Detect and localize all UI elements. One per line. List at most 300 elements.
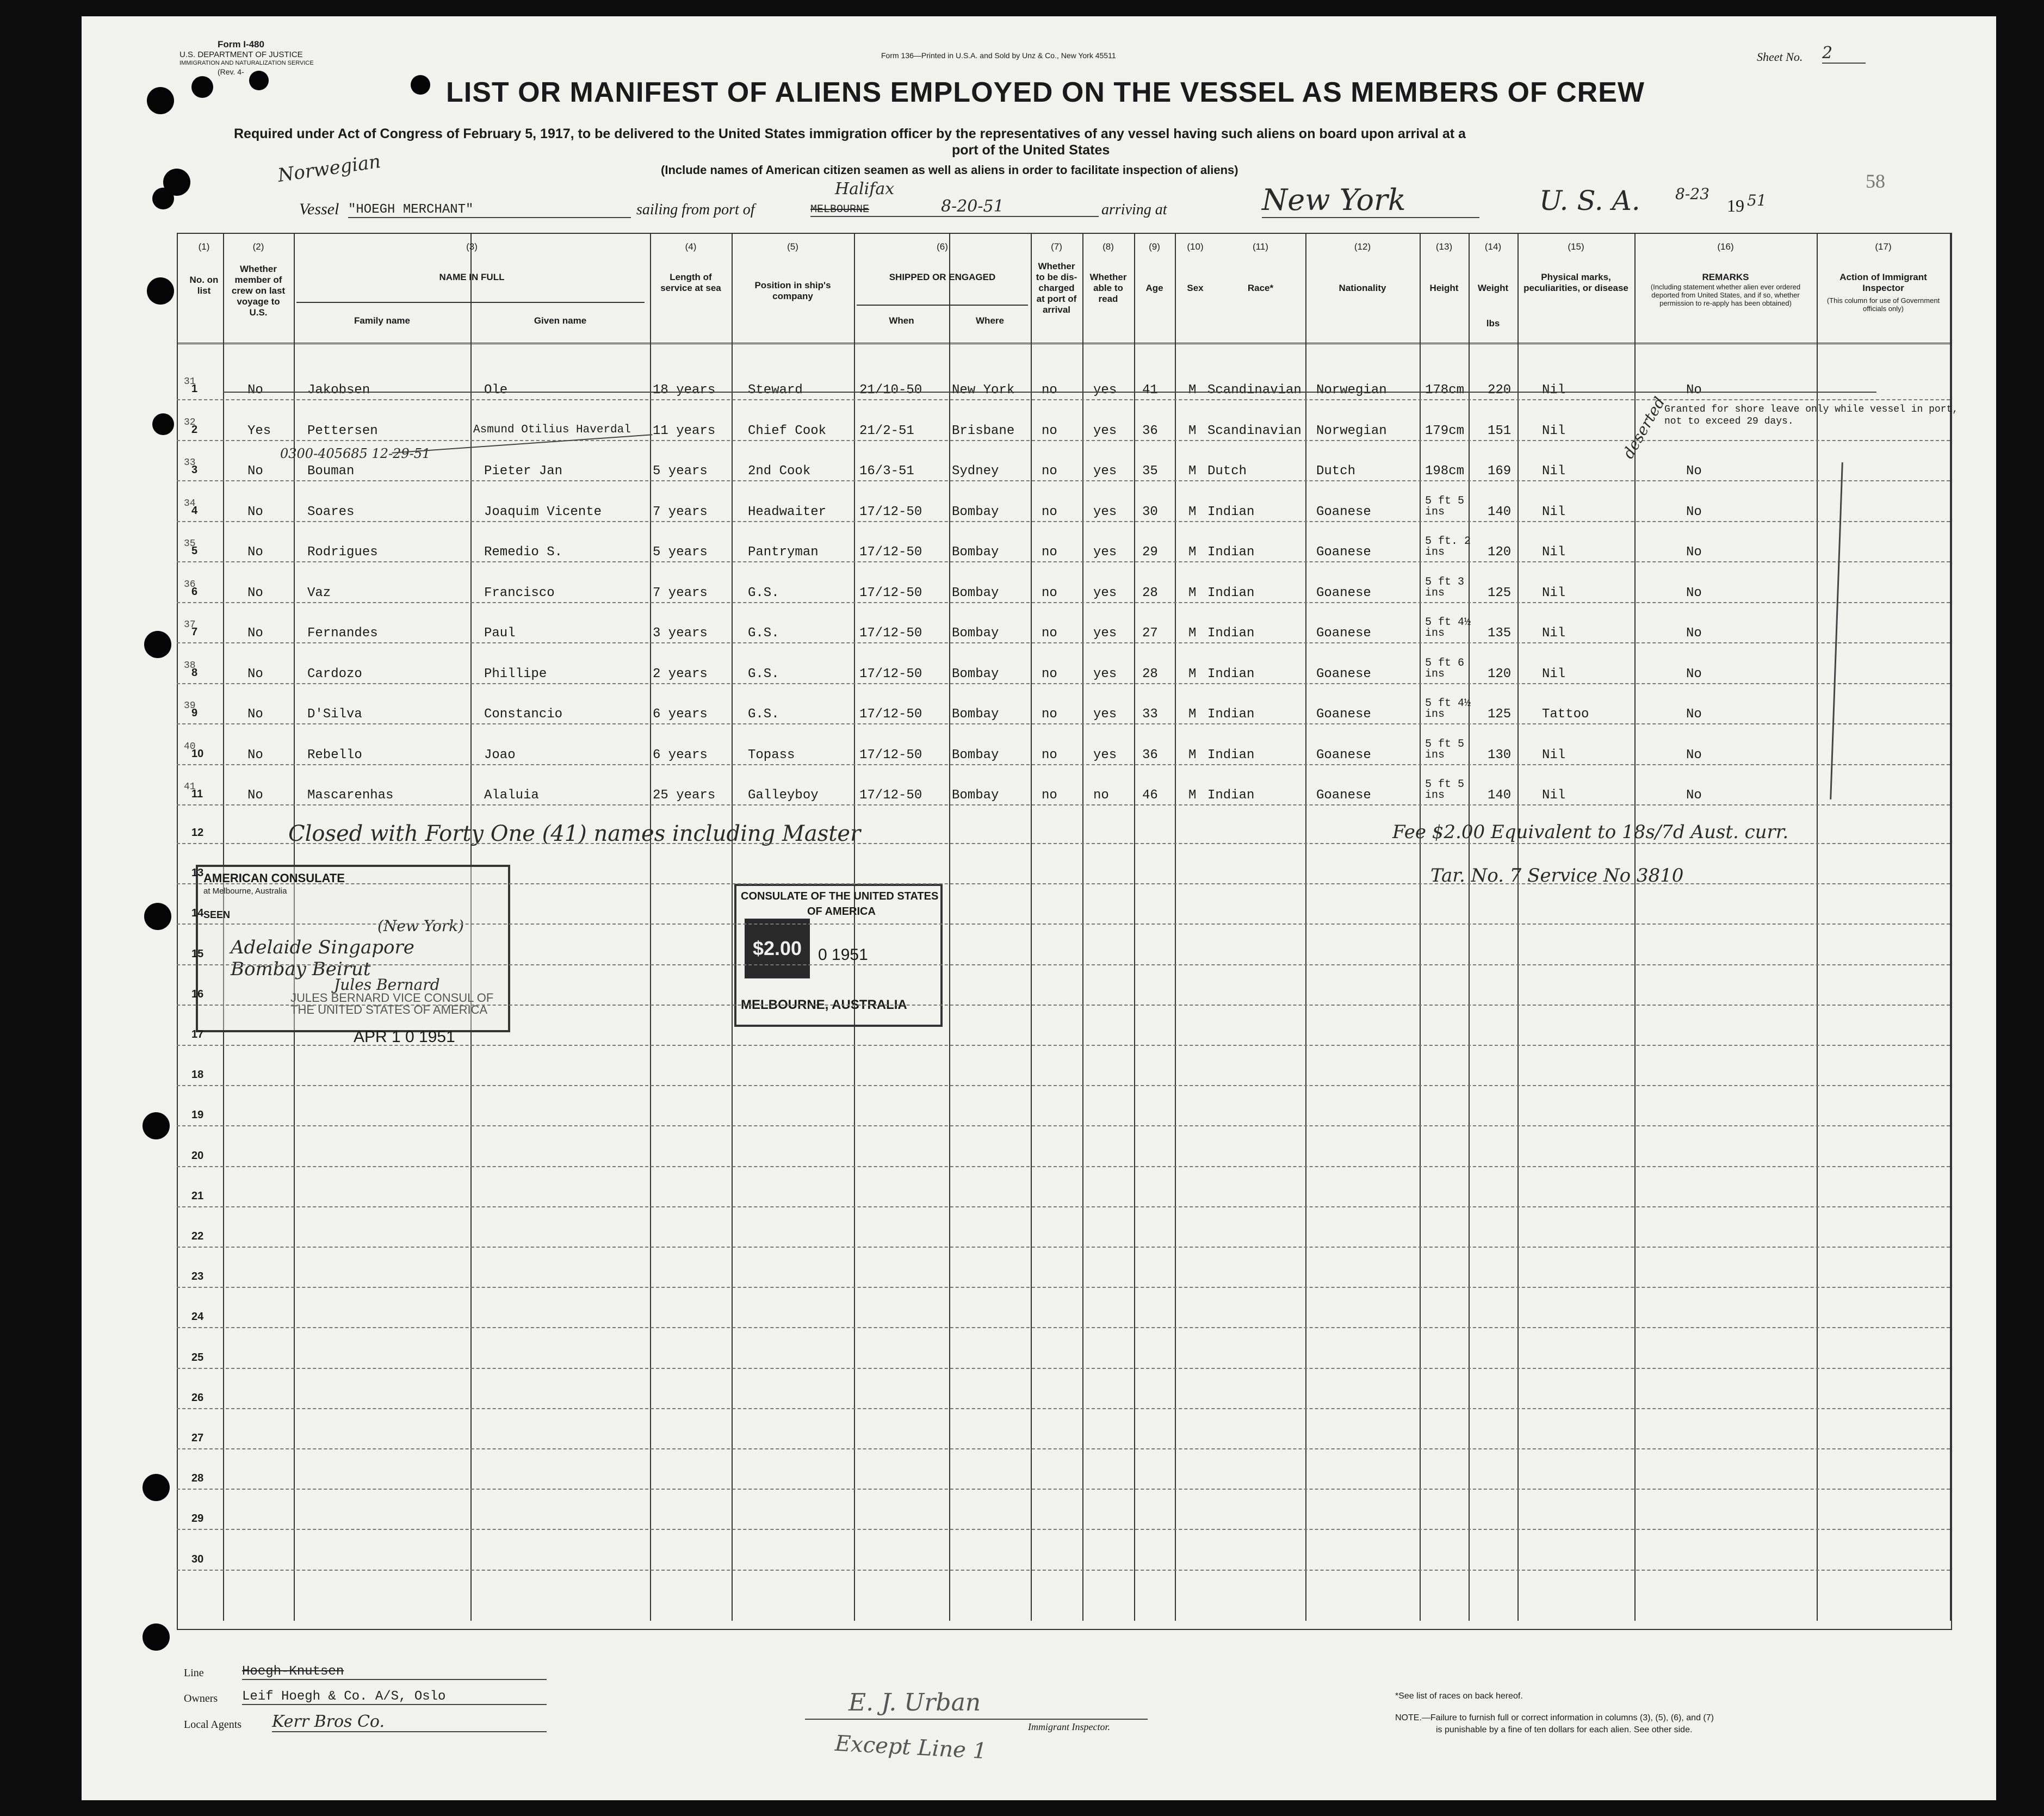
blank-row-number: 16 [191,988,204,1000]
row-remarks: Granted for shore leave only while vessel in port, not to exceed 29 days. [1664,404,1959,427]
row-discharge: no [1042,585,1057,600]
row-list-number: 37 [184,619,196,630]
blank-row-rule [177,1045,1950,1046]
row-family-name: D'Silva [307,707,362,722]
row-weight: 120 [1488,545,1512,560]
row-line-number: 10 [191,747,204,760]
col-label-8: Whether able to read [1089,272,1127,304]
vessel-name: "HOEGH MERCHANT" [348,202,631,218]
col-label-9: Age [1145,283,1163,293]
row-discharge: no [1042,707,1057,722]
col-label-13: Height [1429,283,1459,293]
deserted-note: deserted [1619,394,1669,462]
footer-line-value: Hoegh-Knutsen [242,1664,547,1680]
col-num-10: (10) [1187,241,1204,252]
row-line-number: 5 [191,545,198,557]
row-shipped-where: Bombay [952,788,999,803]
row-family-name: Vaz [307,585,331,600]
row-family-name: Jakobsen [307,383,370,398]
row-height: 5 ft 5 ins [1425,494,1465,518]
col-num-12: (12) [1354,241,1371,252]
col-num-8: (8) [1102,241,1114,252]
blank-row-number: 23 [191,1270,204,1283]
row-family-name: Rodrigues [307,545,378,560]
row-last-voyage: No [247,666,263,681]
stamp-consulate-line7: Jules Bernard [334,976,440,994]
row-family-name: Rebello [307,747,362,763]
blank-row-rule [177,1085,1950,1086]
row-rule [177,561,1950,562]
row-race: Indian [1207,666,1255,681]
col-num-3: (3) [466,241,478,252]
row-line-number: 6 [191,585,198,598]
col-num-2: (2) [252,241,264,252]
remarks-note: (Including statement whether alien ever ordered deported from United States, and if so, whether permission to re-apply has been obtained) [1650,283,1801,307]
footer-owners-value: Leif Hoegh & Co. A/S, Oslo [242,1689,547,1705]
row-position: Steward [748,383,803,398]
col-num-15: (15) [1568,241,1584,252]
row-shipped-when: 17/12-50 [859,626,922,641]
row-nationality: Goanese [1316,585,1371,600]
stamp-consulate-line5: Adelaide Singapore [231,937,414,958]
year-suffix: 51 [1747,191,1767,209]
row-service: 25 years [653,788,716,803]
blank-row-rule [177,1408,1950,1409]
blank-row-number: 12 [191,827,204,839]
row-given-name: Paul [484,626,516,641]
col-divider [1420,234,1421,1621]
blank-row-number: 24 [191,1311,204,1323]
col-label-7: Whether to be dis-charged at port of arrival [1036,261,1077,315]
fee-stamp-line2: OF AMERICA [807,906,876,918]
row-height: 5 ft 3 ins [1425,575,1465,599]
row-list-number: 35 [184,538,196,549]
row-height: 5 ft 6 ins [1425,656,1465,680]
row-read: yes [1093,423,1117,438]
closed-note: Closed with Forty One (41) names including Master [288,821,861,846]
blank-row-rule [177,1529,1950,1530]
row-race: Indian [1207,788,1255,803]
row-weight: 125 [1488,585,1512,600]
stamp-consulate-line8: JULES BERNARD VICE CONSUL OF THE UNITED STATES OF AMERICA [290,991,494,1017]
blank-row-number: 28 [191,1472,204,1485]
col-label-16: REMARKS [1702,272,1749,282]
punch-hole [191,76,213,98]
col-label-6: SHIPPED OR ENGAGED [889,272,996,282]
stamp-consulate-line4: (New York) [377,917,464,935]
blank-row-number: 14 [191,907,204,920]
blank-row-rule [177,1125,1950,1126]
row-weight: 140 [1488,504,1512,519]
row-line-number: 11 [191,788,203,800]
row-height: 178cm [1425,383,1465,398]
vessel-nationality: Norwegian [276,150,382,187]
fine-note-2: is punishable by a fine of ten dollars for each alien. See other side. [1436,1725,1693,1734]
form-title: LIST OR MANIFEST OF ALIENS EMPLOYED ON THE VESSEL AS MEMBERS OF CREW [446,77,1645,108]
row-given-name: Constancio [484,707,563,722]
row-list-number: 41 [184,782,196,792]
col-divider [1305,234,1306,1621]
row-nationality: Goanese [1316,626,1371,641]
row-marks: Nil [1542,464,1566,479]
punch-hole [143,1112,170,1139]
row-nationality: Goanese [1316,545,1371,560]
row-read: yes [1093,626,1117,641]
fee-stamp-line1: CONSULATE OF THE UNITED STATES [741,890,939,902]
row-last-voyage: No [247,383,263,398]
row-race: Scandinavian [1207,383,1302,398]
row-last-voyage: No [247,707,263,722]
row-rule [177,764,1950,765]
stamp-consulate-line1: AMERICAN CONSULATE [203,871,345,885]
row-age: 36 [1142,423,1158,438]
col-label-2: Whether member of crew on last voyage to U.S. [231,264,286,318]
blank-row-number: 21 [191,1189,204,1202]
row-weight: 151 [1488,423,1512,438]
row-shipped-where: Brisbane [952,423,1015,438]
form-rev: (Rev. 4- [218,67,244,76]
row-shipped-where: Bombay [952,626,999,641]
blank-row-rule [177,1489,1950,1490]
col-divider [650,234,651,1621]
row-sex: M [1188,545,1197,560]
row-list-number: 32 [184,417,196,428]
blank-row-rule [177,883,1950,884]
col-num-13: (13) [1435,241,1453,252]
row-family-name: Pettersen [307,423,378,438]
blank-row-number: 26 [191,1391,204,1404]
blank-row-number: 22 [191,1230,204,1242]
row-sex: M [1188,666,1197,681]
row-discharge: no [1042,788,1057,803]
row-nationality: Goanese [1316,504,1371,519]
row-height: 198cm [1425,464,1465,479]
row-remarks: No [1686,504,1702,519]
row-sex: M [1188,383,1197,398]
row-age: 28 [1142,585,1158,600]
form-dept: U.S. DEPARTMENT OF JUSTICE [179,50,303,59]
blank-row-rule [177,1570,1950,1571]
sailing-label: sailing from port of [636,201,755,218]
row-list-number: 36 [184,579,196,590]
row-read: yes [1093,504,1117,519]
blank-row-number: 17 [191,1028,204,1040]
row-last-voyage: Yes [247,423,271,438]
row-discharge: no [1042,666,1057,681]
row-remarks: No [1686,788,1702,803]
row-given-name: Asmund Otilius Haverdal [473,423,631,436]
row-service: 5 years [653,545,708,560]
row-shipped-when: 17/12-50 [859,545,922,560]
punch-hole [152,413,174,435]
footer-agents-value: Kerr Bros Co. [272,1712,547,1732]
row-given-name: Joaquim Vicente [484,504,602,519]
row-read: yes [1093,707,1117,722]
row-discharge: no [1042,504,1057,519]
blank-row-rule [177,1005,1950,1006]
col-num-5: (5) [787,241,798,252]
row-given-name: Alaluia [484,788,539,803]
blank-row-rule [177,1206,1950,1207]
name-subrule [296,302,645,303]
row-race: Indian [1207,747,1255,763]
subheader-where: Where [976,315,1004,326]
row-rule [177,602,1950,603]
row-given-name: Joao [484,747,516,763]
blank-row-rule [177,1287,1950,1288]
blank-row-rule [177,843,1950,844]
row-service: 11 years [653,423,716,438]
row-height: 179cm [1425,423,1465,438]
row-sex: M [1188,464,1197,479]
row-rule [177,480,1950,481]
col-num-7: (7) [1051,241,1062,252]
row-shipped-where: Sydney [952,464,999,479]
row-position: Galleyboy [748,788,819,803]
blank-row-number: 27 [191,1432,204,1444]
row-read: yes [1093,545,1117,560]
row-shipped-when: 17/12-50 [859,707,922,722]
row-position: G.S. [748,626,779,641]
blank-row-number: 25 [191,1351,204,1363]
row-discharge: no [1042,626,1057,641]
row-marks: Tattoo [1542,707,1589,722]
row-service: 7 years [653,585,708,600]
row-read: yes [1093,383,1117,398]
subheader-lbs: lbs [1486,318,1500,329]
blank-row-number: 18 [191,1069,204,1081]
row-last-voyage: No [247,788,263,803]
row-marks: Nil [1542,504,1566,519]
col-num-1: (1) [198,241,210,252]
races-note: *See list of races on back hereof. [1395,1691,1523,1701]
footer-line-label: Line [184,1667,204,1679]
col-label-17: Action of Immigrant Inspector [1839,272,1927,293]
row-marks: Nil [1542,545,1566,560]
row-list-number: 31 [184,376,196,387]
col-num-4: (4) [685,241,697,252]
blank-row-rule [177,964,1950,965]
row-last-voyage: No [247,464,263,479]
stamp-consulate-line2: at Melbourne, Australia [203,887,287,896]
row-position: Pantryman [748,545,819,560]
punch-hole [143,1623,170,1651]
vessel-label: Vessel [299,200,339,218]
row-rule [177,642,1950,643]
blank-row-rule [177,924,1950,925]
punch-hole [144,903,171,930]
row-service: 2 years [653,666,708,681]
row-service: 7 years [653,504,708,519]
row-sex: M [1188,423,1197,438]
col-num-14: (14) [1484,241,1502,252]
col-label-4: Length of service at sea [660,272,721,293]
col-label-12: Nationality [1339,283,1386,293]
col-label-10: Sex [1187,283,1204,293]
form-subtitle-1: Required under Act of Congress of February 5, 1917, to be delivered to the United States immigration officer by the representatives of any vessel having such aliens on board upon arrival at a [234,126,1466,141]
row-remarks: No [1686,383,1702,398]
year-prefix: 19 [1727,196,1744,215]
row-race: Indian [1207,504,1255,519]
col-label-15: Physical marks, peculiarities, or disease [1523,272,1628,293]
row-marks: Nil [1542,747,1566,763]
row-shipped-where: Bombay [952,585,999,600]
header-rule [177,343,1950,344]
col-divider [732,234,733,1621]
row-remarks: No [1686,464,1702,479]
row-family-name: Soares [307,504,355,519]
row-race: Scandinavian [1207,423,1302,438]
arriving-label: arriving at [1101,201,1167,218]
row-last-voyage: No [247,504,263,519]
row-list-number: 39 [184,701,196,711]
row-weight: 125 [1488,707,1512,722]
fine-note-1: NOTE.—Failure to furnish full or correct information in columns (3), (5), (6), and (7) [1395,1713,1714,1722]
row-age: 36 [1142,747,1158,763]
consulate-stamp [196,865,510,1032]
action-note: (This column for use of Government officials only) [1826,296,1940,313]
row-remarks: No [1686,747,1702,763]
punch-hole [147,277,174,305]
row-read: yes [1093,747,1117,763]
punch-hole [411,75,430,95]
row-sex: M [1188,747,1197,763]
sailing-port-typed: MELBOURNE [810,203,1099,217]
blank-row-number: 29 [191,1513,204,1525]
row-nationality: Goanese [1316,666,1371,681]
row-given-name: Remedio S. [484,545,563,560]
row-sex: M [1188,626,1197,641]
row-line-number: 2 [191,423,198,436]
row-shipped-when: 17/12-50 [859,504,922,519]
row-age: 29 [1142,545,1158,560]
row-family-name: Fernandes [307,626,378,641]
row-sex: M [1188,788,1197,803]
row-age: 46 [1142,788,1158,803]
row-remarks: No [1686,707,1702,722]
except-note: Except Line 1 [834,1731,988,1764]
row-remarks: No [1686,626,1702,641]
row-shipped-when: 21/2-51 [859,423,914,438]
arrival-port: New York [1262,183,1479,218]
row-family-name: Cardozo [307,666,362,681]
row-race: Dutch [1207,464,1247,479]
sheet-label: Sheet No. [1757,50,1803,64]
row-shipped-where: Bombay [952,545,999,560]
row-age: 28 [1142,666,1158,681]
row-rule [177,683,1950,684]
row-remarks: No [1686,666,1702,681]
row-position: 2nd Cook [748,464,811,479]
row-marks: Nil [1542,423,1566,438]
row-rule [177,399,1950,400]
row-shipped-where: Bombay [952,747,999,763]
row-discharge: no [1042,383,1057,398]
inspector-label: Immigrant Inspector. [1028,1721,1110,1732]
stamp-consulate-date: APR 1 0 1951 [354,1028,455,1046]
form-service: IMMIGRATION AND NATURALIZATION SERVICE [179,60,314,66]
row-shipped-where: Bombay [952,504,999,519]
row-marks: Nil [1542,585,1566,600]
blank-row-number: 20 [191,1149,204,1162]
punch-hole [152,188,174,209]
row-position: G.S. [748,707,779,722]
row-height: 5 ft 5 ins [1425,778,1465,802]
row-shipped-when: 17/12-50 [859,788,922,803]
blank-row-number: 30 [191,1553,204,1565]
row-read: yes [1093,585,1117,600]
fee-stamp-date: 0 1951 [818,946,868,964]
col-divider [1082,234,1083,1621]
sheet-number: 2 [1822,44,1866,64]
blank-row-number: 15 [191,947,204,960]
row-age: 35 [1142,464,1158,479]
row-service: 3 years [653,626,708,641]
row-weight: 169 [1488,464,1512,479]
row-race: Indian [1207,585,1255,600]
row-shipped-when: 16/3-51 [859,464,914,479]
row-read: yes [1093,666,1117,681]
row-height: 5 ft 5 ins [1425,737,1465,761]
row-given-name: Pieter Jan [484,464,563,479]
row-marks: Nil [1542,383,1566,398]
row-read: yes [1093,464,1117,479]
row-last-voyage: No [247,747,263,763]
row-list-number: 34 [184,498,196,509]
blank-row-rule [177,1166,1950,1167]
col-divider [1031,234,1032,1621]
fee-note: Fee $2.00 Equivalent to 18s/7d Aust. curr. [1392,821,1789,843]
row-marks: Nil [1542,788,1566,803]
row-discharge: no [1042,423,1057,438]
form-subtitle-2: port of the United States [952,142,1110,158]
row-shipped-when: 17/12-50 [859,747,922,763]
blank-row-number: 19 [191,1109,204,1121]
row-age: 41 [1142,383,1158,398]
row-line-number: 1 [191,383,198,395]
row-line-number: 4 [191,504,198,517]
row-rule [177,440,1950,441]
form-number: Form I-480 [218,39,264,49]
row-shipped-when: 17/12-50 [859,666,922,681]
row-shipped-when: 17/12-50 [859,585,922,600]
row-shipped-when: 21/10-50 [859,383,922,398]
col-label-1: No. on list [189,275,219,296]
row-height: 5 ft 4½ ins [1425,697,1471,721]
row-weight: 120 [1488,666,1512,681]
arrival-date: 8-23 [1675,185,1709,203]
row-list-number: 38 [184,660,196,671]
footer-agents-label: Local Agents [184,1719,242,1731]
stamp-consulate-line3: SEEN [203,909,231,920]
row-nationality: Goanese [1316,707,1371,722]
col-divider [1175,234,1176,1621]
row-nationality: Norwegian [1316,423,1387,438]
row-weight: 130 [1488,747,1512,763]
row-race: Indian [1207,707,1255,722]
blank-row-rule [177,1368,1950,1369]
col-label-11: Race* [1247,283,1274,293]
row-discharge: no [1042,464,1057,479]
row-rule [177,723,1950,724]
row-last-voyage: No [247,545,263,560]
row-shipped-where: New York [952,383,1015,398]
shipped-subrule [857,305,1028,306]
subheader-family: Family name [354,315,410,326]
row-weight: 135 [1488,626,1512,641]
row-given-name: Phillipe [484,666,547,681]
col-divider [949,234,950,1621]
